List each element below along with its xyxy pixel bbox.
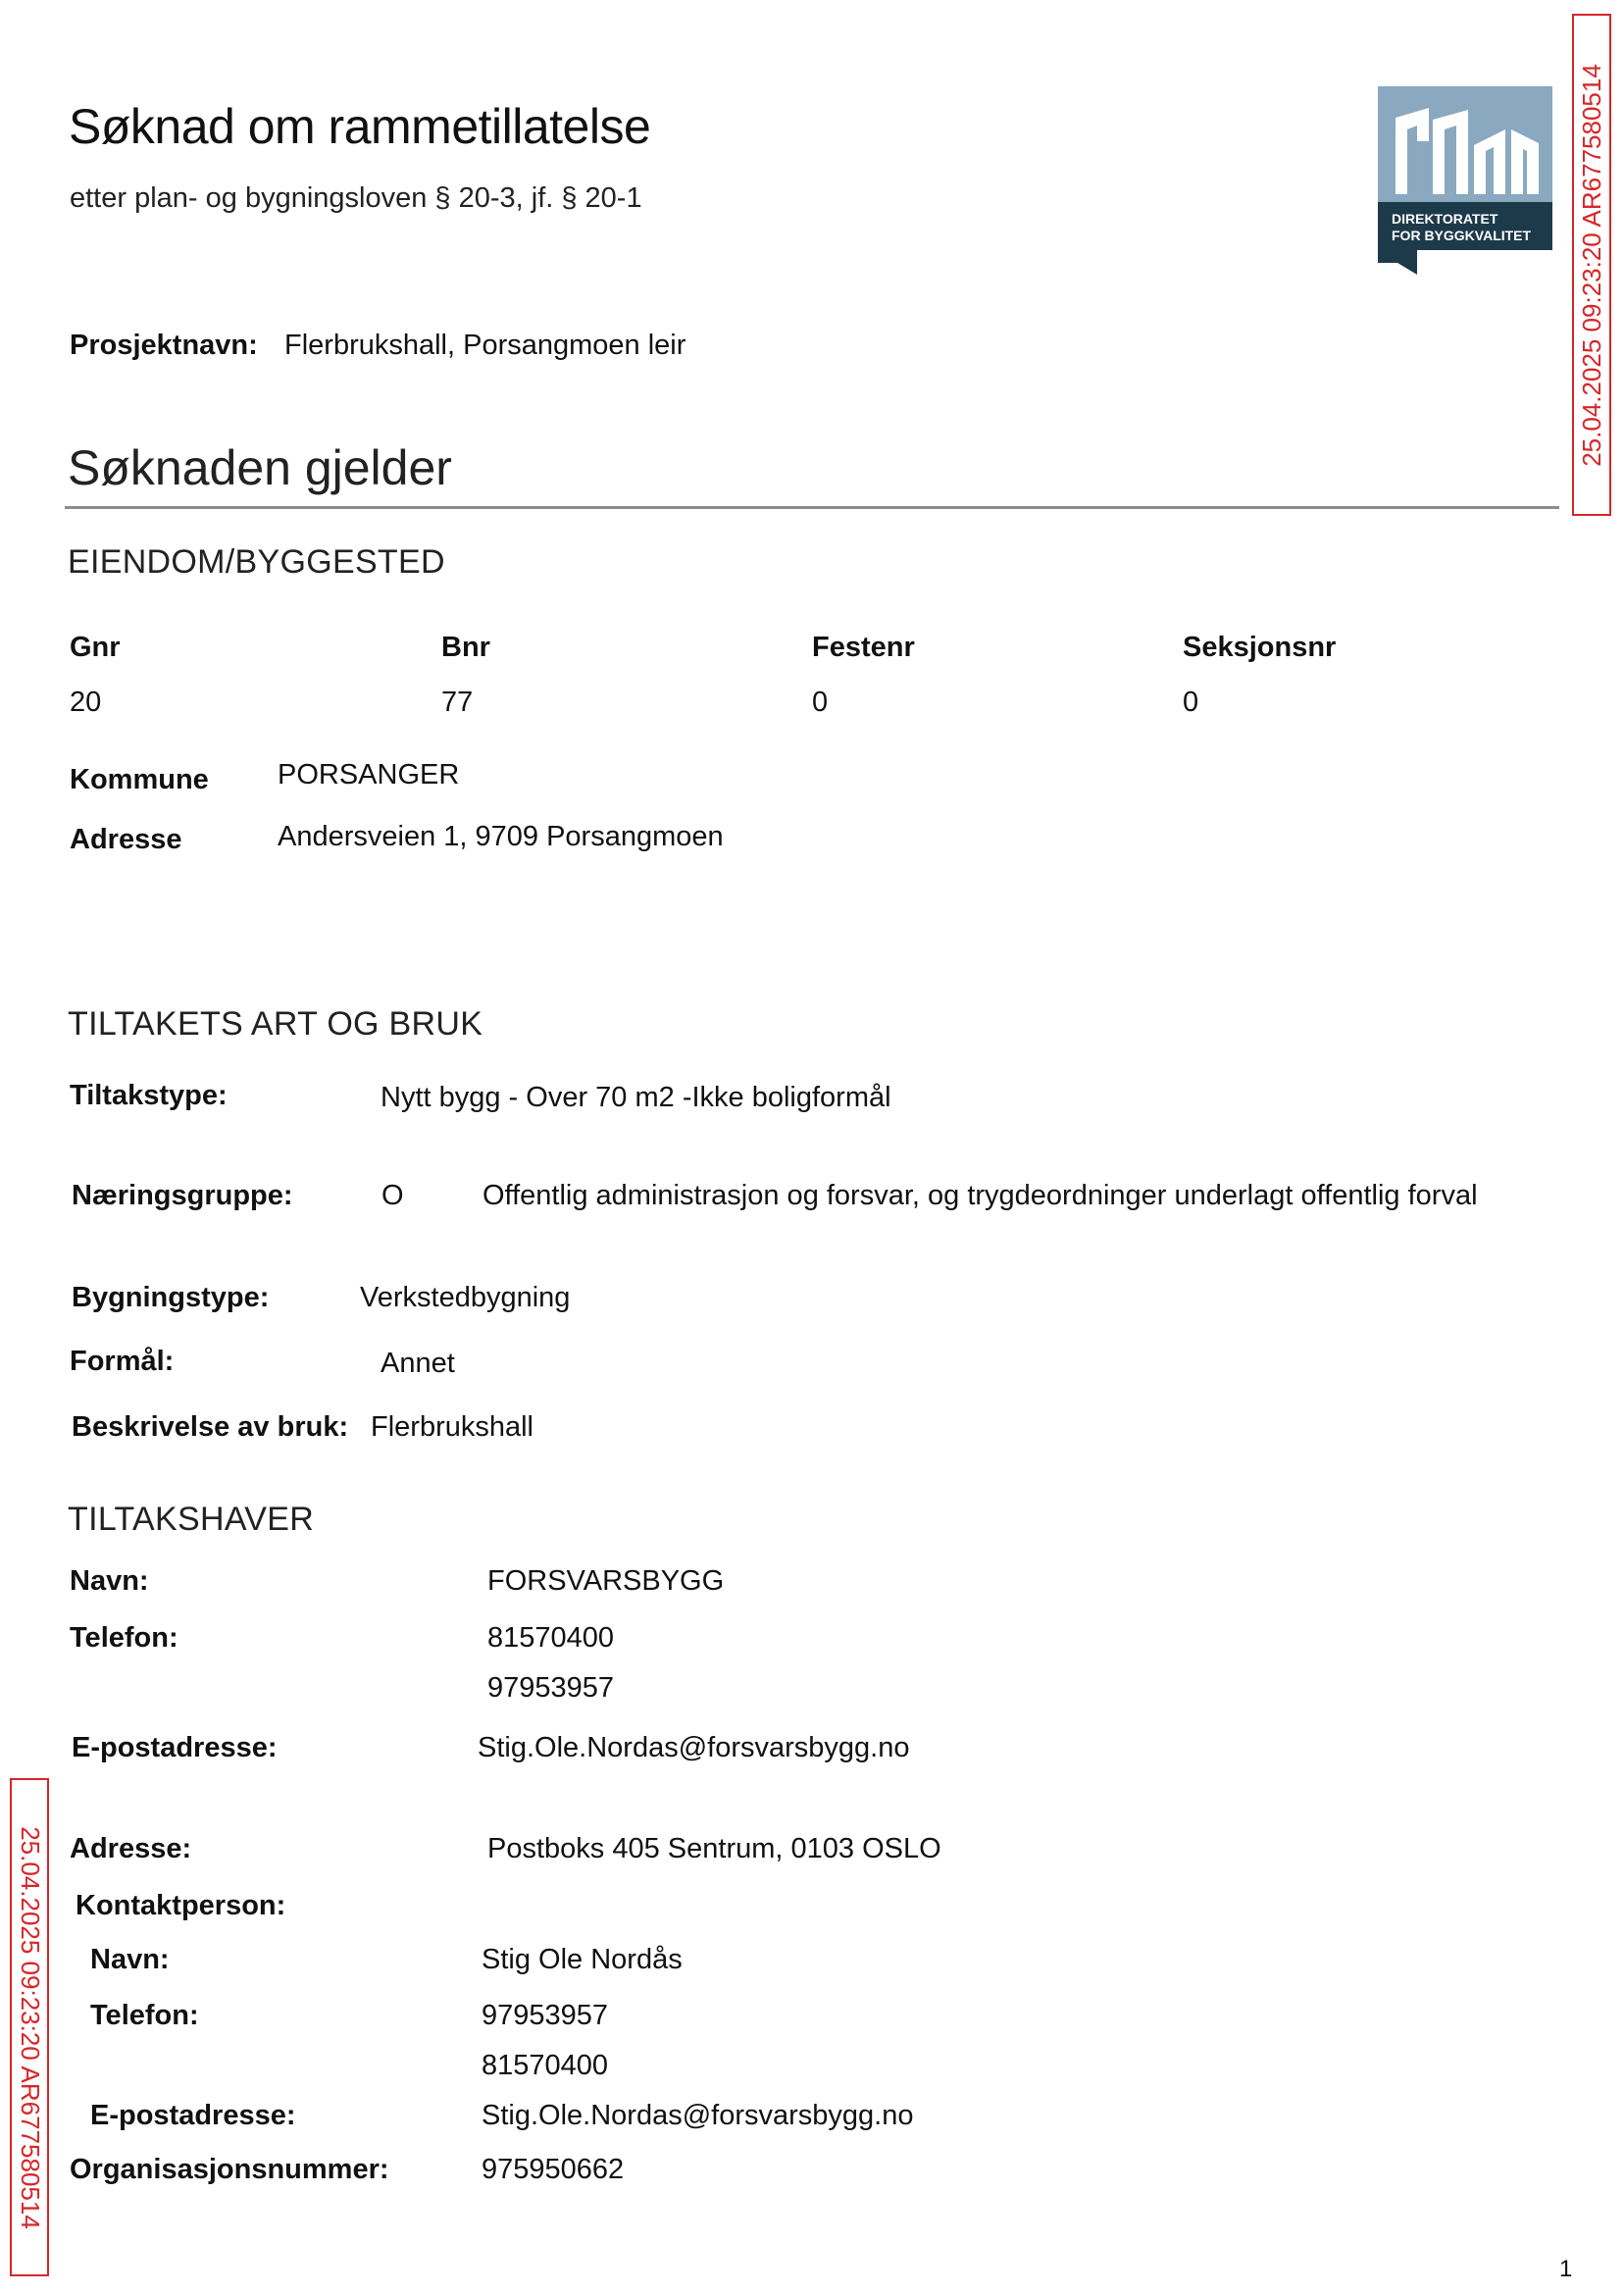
timestamp-stamp-top	[1572, 14, 1611, 516]
gnr-label: Gnr	[70, 632, 121, 663]
festenr-label: Festenr	[812, 632, 915, 663]
owner-adresse-value: Postboks 405 Sentrum, 0103 OSLO	[487, 1833, 941, 1864]
owner-epost-label: E-postadresse:	[72, 1732, 278, 1763]
kontaktperson-label: Kontaktperson:	[76, 1890, 286, 1921]
naeringsgruppe-label: Næringsgruppe:	[72, 1180, 293, 1211]
kontakt-epost-value: Stig.Ole.Nordas@forsvarsbygg.no	[482, 2100, 914, 2131]
owner-navn-label: Navn:	[70, 1565, 149, 1597]
section-divider	[65, 506, 1559, 509]
logo-line1: DIREKTORATET	[1392, 211, 1498, 227]
dibk-logo	[1378, 86, 1552, 275]
bnr-value: 77	[441, 687, 474, 718]
owner-navn-value: FORSVARSBYGG	[487, 1565, 725, 1597]
project-name-label: Prosjektnavn:	[70, 330, 258, 361]
project-name-value: Flerbrukshall, Porsangmoen leir	[284, 330, 686, 361]
beskrivelse-value: Flerbrukshall	[371, 1411, 533, 1443]
kommune-value: PORSANGER	[278, 759, 460, 790]
logo-line2: FOR BYGGKVALITET	[1392, 228, 1532, 243]
stamp-text-left: 25.04.2025 09:23:20 AR677580514	[15, 1825, 45, 2229]
kontakt-telefon-1: 97953957	[482, 2000, 609, 2031]
page-number: 1	[1559, 2256, 1573, 2282]
orgnr-label: Organisasjonsnummer:	[70, 2154, 389, 2185]
kontakt-telefon-label: Telefon:	[90, 2000, 199, 2031]
document-subtitle: etter plan- og bygningsloven § 20-3, jf. § 20-1	[70, 182, 642, 214]
measure-heading: TILTAKETS ART OG BRUK	[68, 1005, 483, 1043]
owner-telefon-label: Telefon:	[70, 1622, 178, 1654]
formal-label: Formål:	[70, 1346, 175, 1377]
orgnr-value: 975950662	[482, 2154, 625, 2185]
bygningstype-value: Verkstedbygning	[360, 1282, 571, 1313]
owner-heading: TILTAKSHAVER	[68, 1501, 315, 1538]
festenr-value: 0	[812, 687, 829, 718]
beskrivelse-label: Beskrivelse av bruk:	[72, 1411, 349, 1443]
seksjonsnr-value: 0	[1183, 687, 1199, 718]
section-heading: Søknaden gjelder	[68, 440, 452, 495]
adresse-label: Adresse	[70, 824, 182, 855]
owner-telefon-2: 97953957	[487, 1672, 615, 1704]
kontakt-telefon-2: 81570400	[482, 2050, 609, 2081]
naeringsgruppe-value: Offentlig administrasjon og forsvar, og trygdeordninger underlagt offentlig forval	[482, 1180, 1478, 1211]
owner-epost-value: Stig.Ole.Nordas@forsvarsbygg.no	[478, 1732, 910, 1763]
dibk-logo-graphic	[1378, 86, 1552, 275]
owner-adresse-label: Adresse:	[70, 1833, 192, 1864]
tiltakstype-value: Nytt bygg - Over 70 m2 -Ikke boligformål	[381, 1082, 891, 1113]
kontakt-navn-value: Stig Ole Nordås	[482, 1944, 683, 1975]
seksjonsnr-label: Seksjonsnr	[1183, 632, 1337, 663]
property-heading: EIENDOM/BYGGESTED	[68, 543, 445, 581]
stamp-text-top: 25.04.2025 09:23:20 AR677580514	[1576, 63, 1606, 467]
timestamp-stamp-left	[10, 1778, 49, 2276]
formal-value: Annet	[381, 1348, 455, 1379]
document-title: Søknad om rammetillatelse	[69, 99, 651, 154]
owner-telefon-1: 81570400	[487, 1622, 615, 1654]
bygningstype-label: Bygningstype:	[72, 1282, 270, 1313]
kommune-label: Kommune	[70, 764, 209, 795]
kontakt-epost-label: E-postadresse:	[90, 2100, 296, 2131]
gnr-value: 20	[70, 687, 102, 718]
naeringsgruppe-code: O	[381, 1180, 404, 1211]
kontakt-navn-label: Navn:	[90, 1944, 170, 1975]
bnr-label: Bnr	[441, 632, 490, 663]
tiltakstype-label: Tiltakstype:	[70, 1080, 228, 1111]
adresse-value: Andersveien 1, 9709 Porsangmoen	[278, 821, 724, 852]
